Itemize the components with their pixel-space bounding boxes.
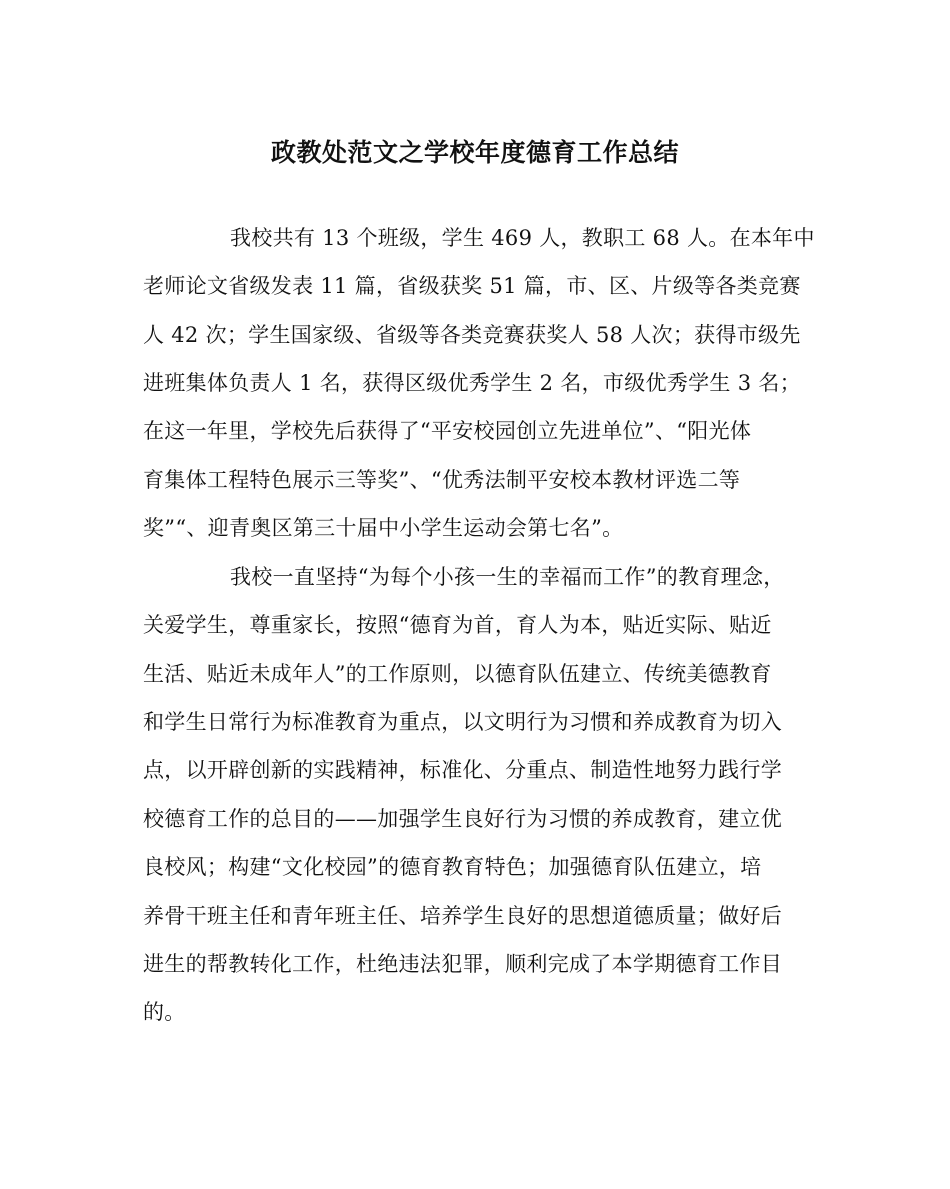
paragraph-line: 进生的帮教转化工作，杜绝违法犯罪，顺利完成了本学期德育工作目 — [143, 952, 782, 976]
paragraph-line: 进班集体负责人 1 名，获得区级优秀学生 2 名，市级优秀学生 3 名； — [143, 371, 801, 395]
paragraph-line: 校德育工作的总目的——加强学生良好行为习惯的养成教育，建立优 — [143, 807, 782, 831]
paragraph-line: 和学生日常行为标准教育为重点，以文明行为习惯和养成教育为切入 — [143, 710, 782, 734]
paragraph-line: 生活、贴近未成年人”的工作原则，以德育队伍建立、传统美德教育 — [143, 662, 772, 686]
paragraph-line: 的。 — [143, 1000, 186, 1024]
paragraph-line: 良校风；构建“文化校园”的德育教育特色；加强德育队伍建立，培 — [143, 855, 762, 879]
paragraph-line: 关爱学生，尊重家长，按照“德育为首，育人为本，贴近实际、贴近 — [143, 613, 772, 637]
paragraph-line: 点，以开辟创新的实践精神，标准化、分重点、制造性地努力践行学 — [143, 758, 782, 782]
document-title: 政教处范文之学校年度德育工作总结 — [270, 138, 679, 167]
paragraph-line: 在这一年里，学校先后获得了“平安校园创立先进单位”、“阳光体 — [143, 419, 752, 443]
paragraph-line: 老师论文省级发表 11 篇，省级获奖 51 篇，市、区、片级等各类竞赛 — [143, 274, 801, 298]
paragraph-line: 我校共有 13 个班级，学生 469 人，教职工 68 人。在本年中 — [230, 226, 815, 250]
paragraph-line: 人 42 次；学生国家级、省级等各类竞赛获奖人 58 人次；获得市级先 — [143, 323, 801, 347]
paragraph-line: 奖”“、迎青奥区第三十届中小学生运动会第七名”。 — [143, 516, 624, 540]
paragraph-line: 育集体工程特色展示三等奖”、“优秀法制平安校本教材评选二等 — [143, 468, 741, 492]
paragraph-line: 养骨干班主任和青年班主任、培养学生良好的思想道德质量；做好后 — [143, 904, 782, 928]
paragraph-line: 我校一直坚持“为每个小孩一生的幸福而工作”的教育理念， — [230, 565, 785, 589]
